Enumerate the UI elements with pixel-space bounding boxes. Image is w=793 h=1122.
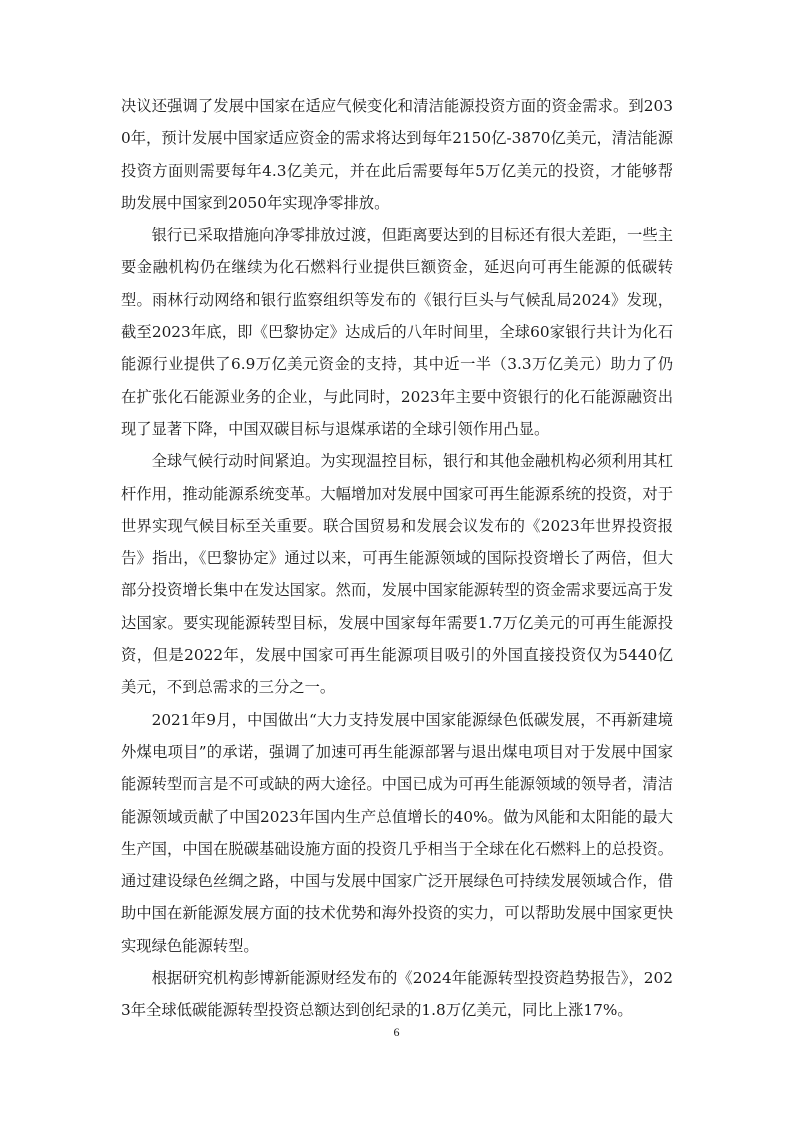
paragraph-3: 全球气候行动时间紧迫。为实现温控目标，银行和其他金融机构必须利用其杠杆作用，推动能源系统变革。大幅增加对发展中国家可再生能源系统的投资，对于世界实现气候目标至关重要。联合国贸易和发展会议发布的《2023年世界投资报告》指出，《巴黎协定》通过以来，可再生能源领域的国际投资增长了两倍，但大部分投资增长集中在发达国家。然而，发展中国家能源转型的资金需求要远高于发达国家。要实现能源转型目标，发展中国家每年需要1.7万亿美元的可再生能源投资，但是2022年，发展中国家可再生能源项目吸引的外国直接投资仅为5440亿美元，不到总需求的三分之一。 [121,452,673,697]
paragraph-4: 2021年9月，中国做出“大力支持发展中国家能源绿色低碳发展，不再新建境外煤电项目”的承诺，强调了加速可再生能源部署与退出煤电项目对于发展中国家能源转型而言是不可或缺的两大途径。中国已成为可再生能源领域的领导者，清洁能源领域贡献了中国2023年国内生产总值增长的40%。做为风能和太阳能的最大生产国，中国在脱碳基础设施方面的投资几乎相当于全球在化石燃料上的总投资。通过建设绿色丝绸之路，中国与发展中国家广泛开展绿色可持续发展领域合作，借助中国在新能源发展方面的技术优势和海外投资的实力，可以帮助发展中国家更快实现绿色能源转型。 [121,710,673,955]
page-number: 6 [393,1025,400,1039]
paragraph-1: 决议还强调了发展中国家在适应气候变化和清洁能源投资方面的资金需求。到2030年，预计发展中国家适应资金的需求将达到每年2150亿-3870亿美元，清洁能源投资方面则需要每年4.3亿美元，并在此后需要每年5万亿美元的投资，才能够帮助发展中国家到2050年实现净零排放。 [121,97,673,212]
document-body [121,90,673,1027]
paragraph-2: 银行已采取措施向净零排放过渡，但距离要达到的目标还有很大差距，一些主要金融机构仍在继续为化石燃料行业提供巨额资金，延迟向可再生能源的低碳转型。雨林行动网络和银行监察组织等发布的《银行巨头与气候乱局2024》发现，截至2023年底，即《巴黎协定》达成后的八年时间里，全球60家银行共计为化石能源行业提供了6.9万亿美元资金的支持，其中近一半（3.3万亿美元）助力了仍在扩张化石能源业务的企业，与此同时，2023年主要中资银行的化石能源融资出现了显著下降，中国双碳目标与退煤承诺的全球引领作用凸显。 [121,226,673,438]
paragraph-5: 根据研究机构彭博新能源财经发布的《2024年能源转型投资趋势报告》，2023年全球低碳能源转型投资总额达到创纪录的1.8万亿美元，同比上涨17%。 [121,969,673,1020]
